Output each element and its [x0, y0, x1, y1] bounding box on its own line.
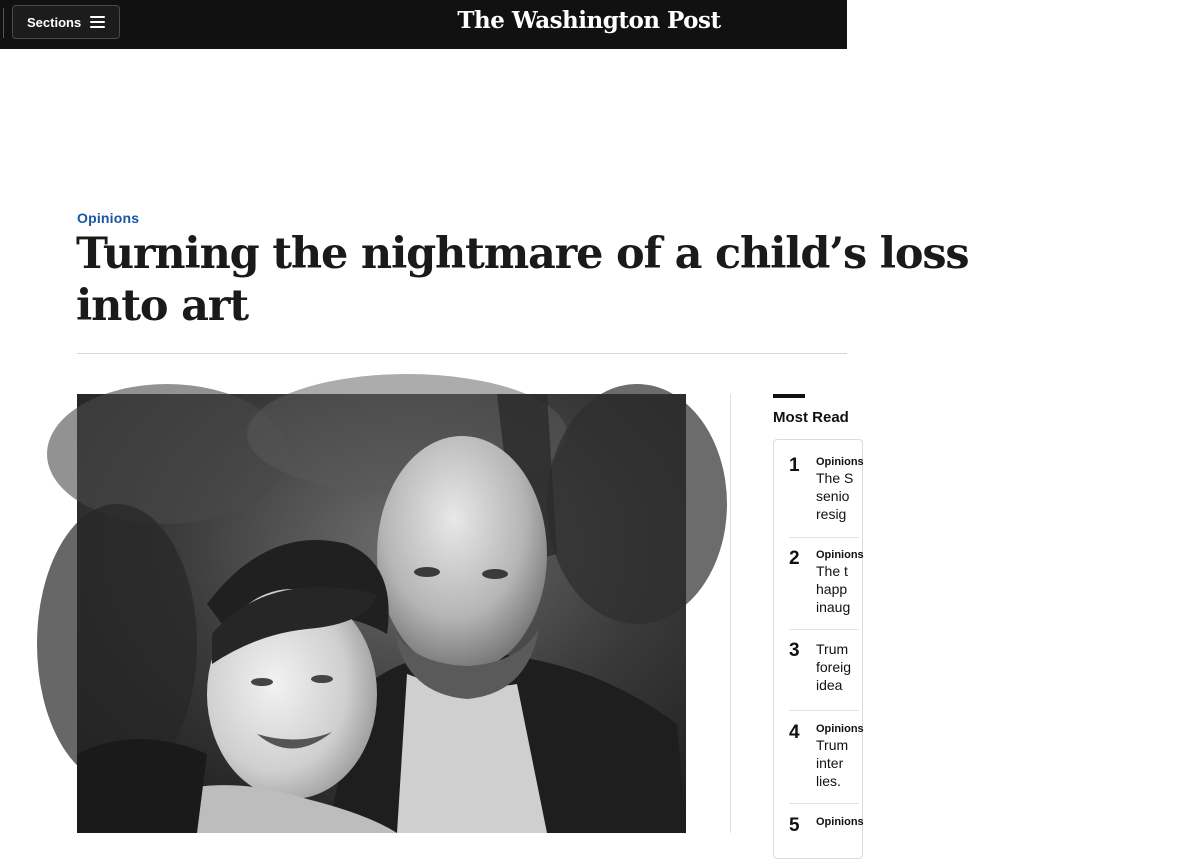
most-read-line: lies.	[816, 773, 841, 789]
most-read-line: idea	[816, 677, 843, 693]
headline-divider	[77, 353, 847, 354]
most-read-line: inter	[816, 755, 844, 771]
most-read-kicker: Opinions	[816, 816, 864, 828]
most-read-line: resig	[816, 506, 847, 522]
most-read-line: Trum	[816, 737, 849, 753]
most-read-kicker: Opinions	[816, 723, 864, 735]
washington-post-logo[interactable]: The Washington Post	[457, 7, 721, 34]
most-read-rank: 4	[789, 722, 800, 743]
most-read-line: The t	[816, 563, 848, 579]
headline-line-1: Turning the nightmare of a child’s loss	[76, 229, 969, 279]
most-read-rank: 3	[789, 640, 800, 661]
most-read-separator	[789, 710, 859, 711]
most-read-kicker: Opinions	[816, 549, 864, 561]
most-read-separator	[789, 537, 859, 538]
most-read-line: senio	[816, 488, 850, 504]
most-read-line: inaug	[816, 599, 851, 615]
sidebar-divider	[730, 394, 731, 833]
top-nav-bar	[0, 0, 847, 49]
most-read-line: happ	[816, 581, 848, 597]
most-read-separator	[789, 803, 859, 804]
photo-illustration	[77, 394, 686, 833]
most-read-rank: 2	[789, 548, 800, 569]
headline-line-2: into art	[76, 281, 248, 331]
article-headline	[76, 228, 969, 332]
most-read-rank: 1	[789, 455, 800, 476]
most-read-line: foreig	[816, 659, 852, 675]
sections-label: Sections	[27, 14, 82, 30]
most-read-line: The S	[816, 470, 854, 486]
most-read-kicker: Opinions	[816, 456, 864, 468]
article-lead-photo	[77, 394, 686, 833]
most-read-separator	[789, 629, 859, 630]
most-read-line: Trum	[816, 641, 849, 657]
section-kicker-opinions[interactable]: Opinions	[77, 210, 140, 226]
most-read-rank: 5	[789, 815, 800, 836]
most-read-title: Most Read	[773, 409, 849, 426]
most-read-accent-bar	[773, 394, 805, 398]
